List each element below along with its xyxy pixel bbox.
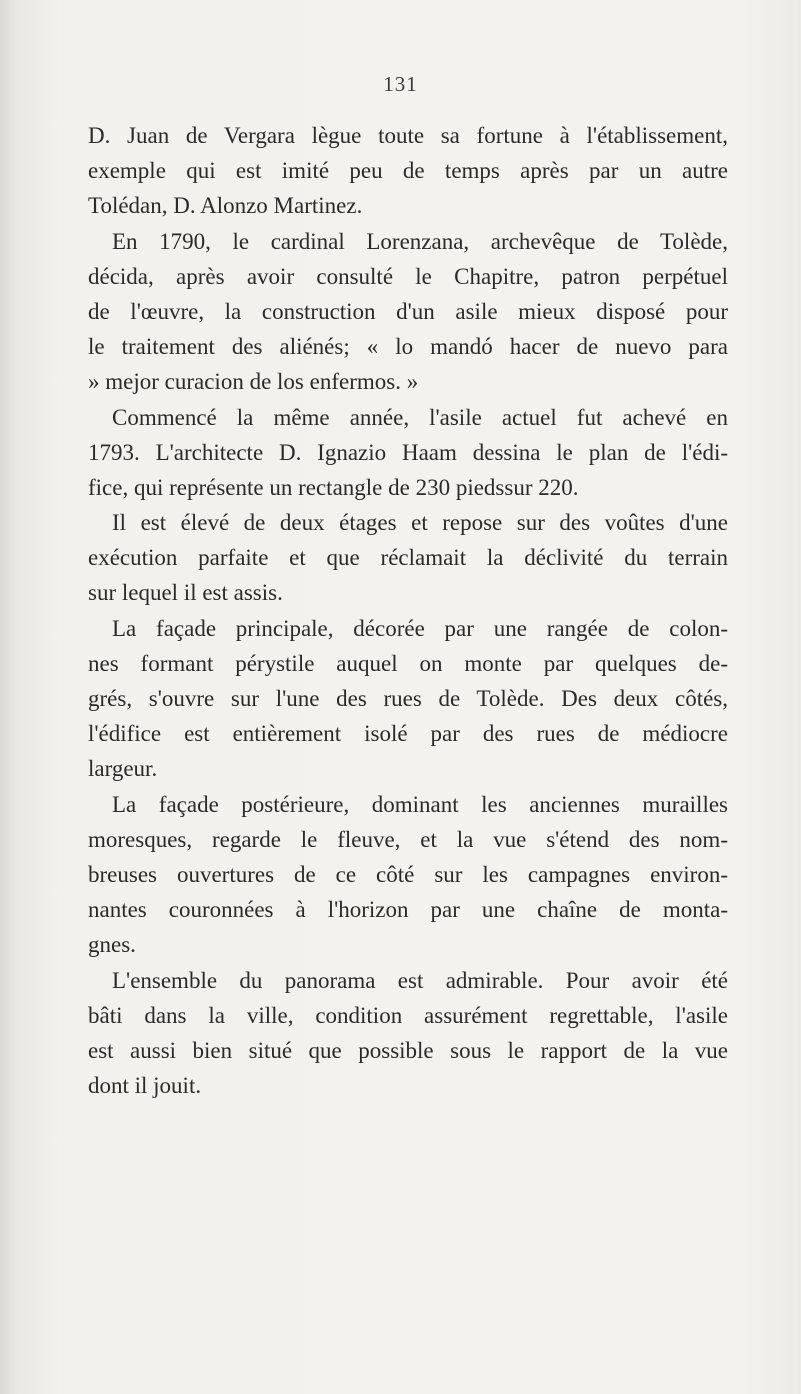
text-line: de l'œuvre, la construction d'un asile mieux disposé pour bbox=[88, 298, 728, 324]
body-text bbox=[88, 118, 728, 1103]
text-line: 1793. L'architecte D. Ignazio Haam dessina le plan de l'édi- bbox=[88, 439, 728, 465]
text-line: exécution parfaite et que réclamait la déclivité du terrain bbox=[88, 545, 728, 571]
text-line: breuses ouvertures de ce côté sur les campagnes environ- bbox=[88, 861, 728, 887]
text-line: décida, après avoir consulté le Chapitre, patron perpétuel bbox=[88, 263, 728, 289]
text-line: est aussi bien situé que possible sous le rapport de la vue bbox=[88, 1037, 728, 1063]
text-line: » mejor curacion de los enfermos. » bbox=[88, 369, 419, 395]
text-line: le traitement des aliénés; « lo mandó hacer de nuevo para bbox=[88, 334, 728, 360]
text-line: La façade principale, décorée par une rangée de colon- bbox=[112, 615, 728, 641]
text-line: D. Juan de Vergara lègue toute sa fortune à l'établissement, bbox=[88, 123, 728, 148]
text-line: En 1790, le cardinal Lorenzana, archevêque de Tolède, bbox=[112, 228, 728, 254]
text-line: l'édifice est entièrement isolé par des rues de médiocre bbox=[88, 721, 728, 747]
text-line: sur lequel il est assis. bbox=[88, 580, 283, 606]
text-line: grés, s'ouvre sur l'une des rues de Tolède. Des deux côtés, bbox=[88, 686, 728, 711]
text-line: gnes. bbox=[88, 932, 136, 958]
text-line: La façade postérieure, dominant les anciennes murailles bbox=[112, 791, 728, 817]
text-line: nantes couronnées à l'horizon par une chaîne de monta- bbox=[88, 897, 728, 923]
page-number: 131 bbox=[383, 72, 418, 96]
text-line: dont il jouit. bbox=[88, 1073, 202, 1099]
text-line: Il est élevé de deux étages et repose sur des voûtes d'une bbox=[112, 510, 728, 536]
text-line: exemple qui est imité peu de temps après par un autre bbox=[88, 158, 728, 184]
text-line: fice, qui représente un rectangle de 230 piedssur 220. bbox=[88, 474, 579, 500]
text-line: largeur. bbox=[88, 756, 158, 782]
text-line: L'ensemble du panorama est admirable. Pour avoir été bbox=[112, 967, 728, 993]
text-line: moresques, regarde le fleuve, et la vue s'étend des nom- bbox=[88, 826, 728, 852]
text-line: Commencé la même année, l'asile actuel fut achevé en bbox=[112, 404, 728, 430]
text-line: Tolédan, D. Alonzo Martinez. bbox=[88, 193, 363, 219]
text-line: bâti dans la ville, condition assurément regrettable, l'asile bbox=[88, 1002, 728, 1028]
text-line: nes formant pérystile auquel on monte par quelques de- bbox=[88, 650, 728, 676]
